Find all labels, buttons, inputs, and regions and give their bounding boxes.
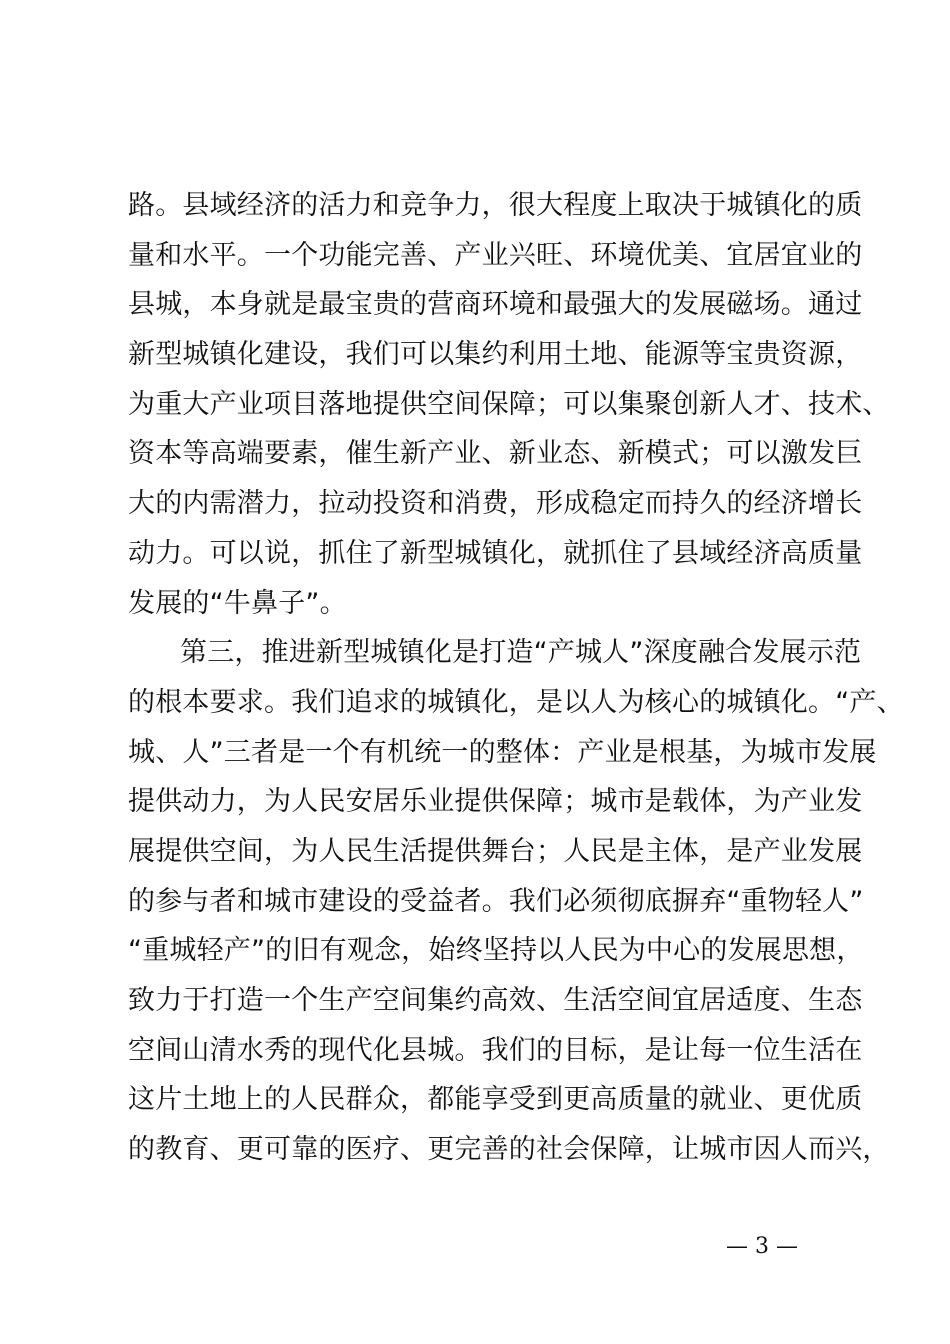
- text-line: 资本等高端要素，催生新产业、新业态、新模式；可以激发巨: [128, 438, 863, 470]
- text-line: 为重大产业项目落地提供空间保障；可以集聚创新人才、技术、: [128, 388, 890, 420]
- text-line: 提供动力，为人民安居乐业提供保障；城市是载体，为产业发: [128, 786, 863, 818]
- text-line: 城、人”三者是一个有机统一的整体：产业是根基，为城市发展: [128, 736, 877, 768]
- text-line: 大的内需潜力，拉动投资和消费，形成稳定而持久的经济增长: [128, 488, 863, 520]
- text-line: 量和水平。一个功能完善、产业兴旺、环境优美、宜居宜业的: [128, 239, 863, 271]
- text-line: 动力。可以说，抓住了新型城镇化，就抓住了县域经济高质量: [128, 537, 863, 569]
- text-line: 的教育、更可靠的医疗、更完善的社会保障，让城市因人而兴，: [128, 1134, 890, 1166]
- text-line: 的根本要求。我们追求的城镇化，是以人为核心的城镇化。“产、: [128, 686, 904, 718]
- text-line: 空间山清水秀的现代化县城。我们的目标，是让每一位生活在: [128, 1034, 863, 1066]
- text-line: 的参与者和城市建设的受益者。我们必须彻底摒弃“重物轻人”: [128, 885, 864, 917]
- paragraph-start-line: 第三，推进新型城镇化是打造“产城人”深度融合发展示范: [180, 637, 862, 669]
- text-line: 这片土地上的人民群众，都能享受到更高质量的就业、更优质: [128, 1084, 863, 1116]
- text-line: 路。县域经济的活力和竞争力，很大程度上取决于城镇化的质: [128, 190, 863, 221]
- text-line: 新型城镇化建设，我们可以集约利用土地、能源等宝贵资源，: [128, 339, 863, 371]
- text-line: 发展的“牛鼻子”。: [128, 587, 347, 619]
- text-line: 县城，本身就是最宝贵的营商环境和最强大的发展磁场。通过: [128, 289, 863, 321]
- page-number: — 3 —: [726, 1234, 798, 1259]
- text-line: 致力于打造一个生产空间集约高效、生活空间宜居适度、生态: [128, 985, 863, 1016]
- text-line: “重城轻产”的旧有观念，始终坚持以人民为中心的发展思想，: [128, 935, 864, 967]
- body-text: [128, 181, 904, 1175]
- text-line: 展提供空间，为人民生活提供舞台；人民是主体，是产业发展: [128, 835, 863, 867]
